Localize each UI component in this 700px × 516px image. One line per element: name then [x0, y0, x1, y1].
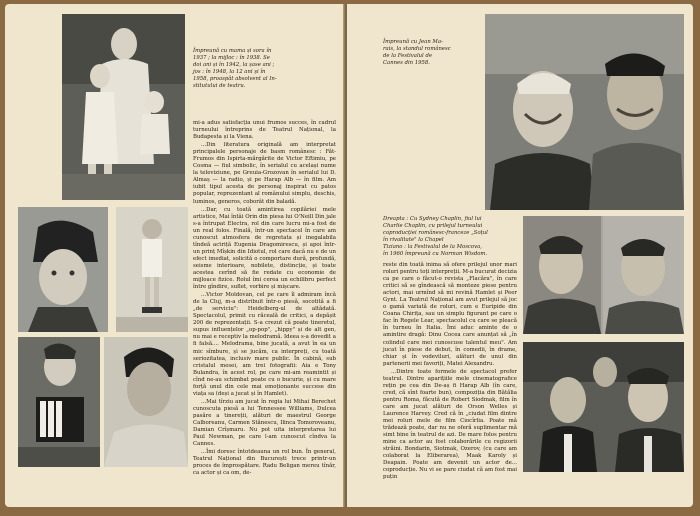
family-photo	[62, 14, 185, 200]
caption-jean-marais: Împreună cu Jean Ma- rais, la standul românesc de la Festivalul de Cannes din 1958.	[383, 39, 451, 66]
jean-marais-photo	[485, 14, 684, 210]
caption-childhood: Împreună cu mama și sora în 1937 ; la mijloc : în 1938. Se doi ani și în 1942, la șase ani ; jos : în 1948, la 12 ani și în 1958, proaspăt absolvent al In- stitutului de teatru.	[193, 48, 277, 89]
left-body-text: mi-a adus satisfacția unui frumos succes, în cadrul turneului întreprins de Teatrul Național, la Budapesta și la Viena. ...Din literatura originală am interpretat principalele personaje de basm românesc : Făt-Frumos din Ispirta-mărgărite de Victor Eftimiu, pe Cosma — fiul simbolic, în serialul cu același nume la televiziune, pe Greuia-Grozovan în serialul lui D. Almaș — la radio, și pe Harap Alb — în film. Am iubit tipul acesta de personaj inspirat cu patos popular, reprezentant al românului simplu, deschis, luminos, generos, coborât din baladă. ...Dar, cu toată amintirea copilăriei mele artistice, Mai întâi Orin din piesa lui O'Neill Din jale s-a întrupat Electra, rol din care lucru mi-a fost de un real folos. Finală, într-un spectacol în care am cunoscut atmosfera de regretata și inegalabila tîndeă actriță Eugenia Dragomirescu, și apoi într-un prinț Mîșkin din Idiotul, rol care dacă nu e de un efect imediat, solicită o comportare dură, profundă, seisme interioare, nobilete, distincție, și toate acestea cerînd să fie redate cu economie de mijloace fizice. Rolul îmi cerea un echilibru perfect între gîndire, suflet, vorbire și mișcare. ...Victor Moldovan, cel pe care îl admiram încă de la Cluj, m-a distribuit într-o piesă, socotită a fi „de serviciu": Heidelberg-ul de altădată. Spectacolul, primit cu răceală de critici, a depășit 200 de reprezentații. S-a crezut că poate tineretul, supus influențelor „op-pop", „hippy" și de alt gen, nu mai e receptiv la melodramă. Ideea s-a dovedit a fi falsă.... Melodrama, bine jucată, a avut în ea un mic sîmbure, și se jucăm, ca interpreți, cu toată seriozitatea, inclusiv mare public. În cabină, sub cristalul mesei, am trei fotografii: Aia e Tony Bulandra, în acest rol, pe care mi-am reamintit și cînd ne-au schimbat poate cu o bucurie, și cu mare forță unul din cele mai emoționante succese din viața sa (deși a jucat și în Hamlet). ...Mai tîrziu am jucat în regia lui Mihai Berechet cunoscuta piesă a lui Tennessee Williams, Dulcea pasăre a tinereții, alături de maestrul George Calboreanu, Carmen Stănescu, Ilinca Tomoroveanu, Damian Crîșmaru. Nu pot uita interpretarea lui Paul Newman, pe care l-am cunoscut cîndva la Cannes. ...Îmi doresc întotdeauna un rol bun. În general, Teatrul Național din București trece printr-un proces de împrospătare. Radu Beligan mereu tînăr, ca actor și ca om, de-	[193, 120, 336, 477]
festival-group-photo	[523, 342, 684, 472]
standing-child-photo	[116, 207, 188, 332]
sydney-chaplin-photo	[523, 216, 684, 334]
left-page	[5, 4, 345, 507]
young-man-photo	[104, 337, 188, 467]
accordion-boy-photo	[18, 337, 100, 467]
caption-chaplin: Dreapta : Cu Sydney Chaplin, fiul lui Charlie Chaplin, cu prilejul turneului coproducției românesc-franceze „Soțul în rivalitate" la Chapel Tiziano : la Festivalul de la Moscova, în 1960 împreună cu Norman Wisdom.	[383, 216, 488, 257]
boy-with-cap-photo	[18, 207, 108, 332]
right-body-text: reste din toată inima să ofere prilejul unor mari roluri pentru toți interpreții. M-a bucurat decizia ca pe care o făcut-o revista „Flacăra", în care critici să se gîndească să monteze piese pentru actori, mai urmînd să mi revină Hamlet și Peer Gynt. La Teatrul Național am avut prilejul să joc o gamă variată de roluri, cum e Euripide din Coana Chirița, sau un simplu figurant pe care o fac în Regele Lear, spectacolul cu care se pleacă în turneu în Italia. Îmi aduc aminte de o amintire dragă: Dinu Cocea care anunțat să „în colindul care mei cunoscuse talentul meu". Am jucat în piese de debut, în comedii, în drame, chiar și în vodeviluri, alături de unul din partenerii mei favoriți, Matei Alexandru. ...Dintre toate formele de spectacol prefer teatrul. Dintre aparițiile mele cinematografice rețin pe cea din De-aș fi Harap Alb (în care, cred, că sînt foarte bun), compoziția din Bătălia pentru Roma, făcută de Robert Siodmak, film în care am jucat alături de Orson Welles și Laurence Harvey. Cred că în „ciudat film dintre mei roluri mele de film Ciocîrlia. Poate mă trădează poate, dar nu ne oferă suplimentar mă simt bine în teatrul de azi. De mare folos pentru mine ca actor au fost colaborările cu regizorii străini. Bondarin, Siotmak, Ozerov, (cu care am colaborat la Eliberarea), Maak Karoly și Deapain. Poate am devenit un actor de... coproducție. Nu vi se pare ciudat că am fost mai puțin	[383, 262, 517, 481]
right-page	[347, 4, 693, 507]
